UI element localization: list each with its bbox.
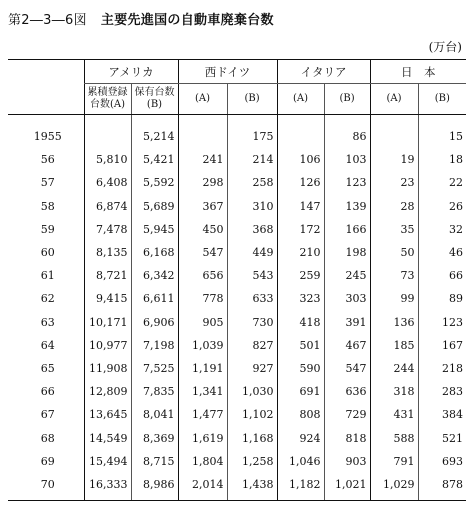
usa-b-cell: 6,342: [131, 264, 178, 287]
it-b-cell: 547: [324, 357, 370, 380]
year-cell: 64: [40, 338, 55, 352]
table-row: [8, 403, 466, 426]
it-a-cell: 1,182: [277, 473, 324, 501]
table-row: [8, 450, 466, 473]
it-b-cell: 467: [324, 334, 370, 357]
it-a-cell: 106: [277, 148, 324, 171]
jp-b-cell: 878: [418, 473, 466, 501]
figure-title-text: 主要先進国の自動車廃棄台数: [100, 13, 274, 28]
year-cell: 56: [40, 153, 55, 167]
table-row: [8, 357, 466, 380]
it-b-cell: 86: [324, 115, 370, 149]
usa-a-cell: 13,645: [84, 403, 131, 426]
it-b-cell: 636: [324, 380, 370, 403]
jp-a-cell: 1,029: [370, 473, 418, 501]
de-b-cell: 310: [227, 195, 277, 218]
year-cell: 68: [40, 431, 55, 445]
year-cell: 62: [40, 292, 55, 306]
jp-b-cell: 22: [418, 171, 466, 194]
usa-b-cell: 8,715: [131, 450, 178, 473]
figure-number: 第2―3―6図: [8, 13, 87, 28]
usa-b-cell: 5,214: [131, 115, 178, 149]
year-cell: 60: [40, 246, 55, 260]
de-b-cell: 1,438: [227, 473, 277, 501]
jp-b-cell: 18: [418, 148, 466, 171]
usa-a-cell: 14,549: [84, 426, 131, 449]
usa-a-cell: 16,333: [84, 473, 131, 501]
country-italy: イタリア: [277, 60, 370, 84]
de-b-cell: 368: [227, 218, 277, 241]
year-cell: 70: [8, 473, 84, 501]
it-a-cell: 172: [277, 218, 324, 241]
usa-a-cell: 12,809: [84, 380, 131, 403]
jp-a-cell: 431: [370, 403, 418, 426]
de-a-cell: 1,039: [178, 334, 227, 357]
jp-b-cell: 693: [418, 450, 466, 473]
jp-a-cell: 99: [370, 287, 418, 310]
table-body: [8, 115, 466, 501]
it-b-header: (B): [324, 84, 370, 115]
it-a-cell: 924: [277, 426, 324, 449]
year-cell: 66: [40, 385, 55, 399]
usa-b-cell: 8,986: [131, 473, 178, 501]
jp-b-header: (B): [418, 84, 466, 115]
usa-b-cell: 6,168: [131, 241, 178, 264]
year-cell: 65: [40, 361, 55, 375]
table-row: [8, 218, 466, 241]
jp-b-cell: 167: [418, 334, 466, 357]
figure-title: [8, 9, 274, 28]
usa-b-cell: 5,689: [131, 195, 178, 218]
it-b-cell: 166: [324, 218, 370, 241]
it-a-cell: 210: [277, 241, 324, 264]
usa-b-cell: 7,198: [131, 334, 178, 357]
country-west-germany: 西ドイツ: [178, 60, 277, 84]
jp-b-cell: 26: [418, 195, 466, 218]
table-row: [8, 148, 466, 171]
usa-b-header: 保有台数(B): [131, 84, 178, 115]
year-cell: 59: [40, 222, 55, 236]
usa-a-cell: 7,478: [84, 218, 131, 241]
jp-b-cell: 46: [418, 241, 466, 264]
de-b-cell: 1,102: [227, 403, 277, 426]
country-header-row: [8, 60, 466, 84]
unit-label: (万台): [428, 40, 462, 54]
de-a-cell: 1,619: [178, 426, 227, 449]
usa-a-cell: 10,977: [84, 334, 131, 357]
it-a-cell: 691: [277, 380, 324, 403]
de-b-cell: 543: [227, 264, 277, 287]
de-a-cell: 778: [178, 287, 227, 310]
usa-a-cell: 9,415: [84, 287, 131, 310]
de-a-cell: 1,477: [178, 403, 227, 426]
it-a-cell: 126: [277, 171, 324, 194]
it-a-cell: 147: [277, 195, 324, 218]
jp-a-cell: 318: [370, 380, 418, 403]
usa-a-cell: [84, 115, 131, 149]
usa-a-cell: 8,135: [84, 241, 131, 264]
it-b-cell: 123: [324, 171, 370, 194]
de-b-cell: 827: [227, 334, 277, 357]
it-a-cell: 418: [277, 311, 324, 334]
jp-a-cell: 28: [370, 195, 418, 218]
usa-b-cell: 5,592: [131, 171, 178, 194]
it-a-cell: 808: [277, 403, 324, 426]
it-a-cell: 501: [277, 334, 324, 357]
it-b-cell: 303: [324, 287, 370, 310]
jp-a-cell: 185: [370, 334, 418, 357]
usa-b-cell: 7,835: [131, 380, 178, 403]
de-b-header: (B): [227, 84, 277, 115]
usa-b-cell: 6,611: [131, 287, 178, 310]
usa-a-cell: 5,810: [84, 148, 131, 171]
it-b-cell: 1,021: [324, 473, 370, 501]
it-a-cell: 1,046: [277, 450, 324, 473]
jp-b-cell: 123: [418, 311, 466, 334]
year-cell: 67: [40, 408, 55, 422]
it-b-cell: 729: [324, 403, 370, 426]
usa-a-cell: 6,874: [84, 195, 131, 218]
usa-a-cell: 11,908: [84, 357, 131, 380]
table-row: [8, 241, 466, 264]
usa-b-cell: 5,421: [131, 148, 178, 171]
jp-b-cell: 218: [418, 357, 466, 380]
jp-a-cell: 35: [370, 218, 418, 241]
it-a-cell: 323: [277, 287, 324, 310]
year-cell: 57: [40, 176, 55, 190]
jp-b-cell: 521: [418, 426, 466, 449]
jp-a-cell: 791: [370, 450, 418, 473]
de-a-cell: 905: [178, 311, 227, 334]
de-b-cell: 730: [227, 311, 277, 334]
usa-a-cell: 10,171: [84, 311, 131, 334]
it-b-cell: 198: [324, 241, 370, 264]
it-b-cell: 818: [324, 426, 370, 449]
jp-a-cell: 73: [370, 264, 418, 287]
table-row: [8, 426, 466, 449]
table-row: [8, 473, 466, 501]
jp-a-cell: 23: [370, 171, 418, 194]
jp-b-cell: 32: [418, 218, 466, 241]
de-a-cell: 450: [178, 218, 227, 241]
de-b-cell: 258: [227, 171, 277, 194]
jp-b-cell: 66: [418, 264, 466, 287]
data-table: [8, 59, 466, 501]
de-b-cell: 1,258: [227, 450, 277, 473]
table-row: [8, 334, 466, 357]
usa-a-header: 累積登録台数(A): [84, 84, 131, 115]
it-b-cell: 903: [324, 450, 370, 473]
it-a-cell: 259: [277, 264, 324, 287]
de-a-cell: 656: [178, 264, 227, 287]
usa-a-cell: 8,721: [84, 264, 131, 287]
de-a-cell: 241: [178, 148, 227, 171]
it-a-header: (A): [277, 84, 324, 115]
usa-b-cell: 5,945: [131, 218, 178, 241]
jp-b-cell: 15: [418, 115, 466, 149]
jp-a-cell: 588: [370, 426, 418, 449]
year-cell: 69: [40, 454, 55, 468]
year-cell: 63: [40, 315, 55, 329]
de-a-cell: 298: [178, 171, 227, 194]
year-cell: 61: [40, 269, 55, 283]
de-b-cell: 214: [227, 148, 277, 171]
jp-a-cell: 136: [370, 311, 418, 334]
it-a-cell: [277, 115, 324, 149]
de-b-cell: 449: [227, 241, 277, 264]
de-a-cell: 367: [178, 195, 227, 218]
it-b-cell: 103: [324, 148, 370, 171]
year-cell: 58: [40, 199, 55, 213]
usa-b-cell: 6,906: [131, 311, 178, 334]
country-japan: 日 本: [370, 60, 466, 84]
usa-b-cell: 7,525: [131, 357, 178, 380]
it-b-cell: 139: [324, 195, 370, 218]
it-b-cell: 391: [324, 311, 370, 334]
table-row: [8, 171, 466, 194]
jp-a-cell: 50: [370, 241, 418, 264]
de-b-cell: 1,168: [227, 426, 277, 449]
table-row: [8, 380, 466, 403]
de-a-cell: 1,341: [178, 380, 227, 403]
jp-a-cell: [370, 115, 418, 149]
usa-b-cell: 8,369: [131, 426, 178, 449]
jp-b-cell: 89: [418, 287, 466, 310]
de-a-cell: 1,804: [178, 450, 227, 473]
usa-b-cell: 8,041: [131, 403, 178, 426]
year-cell: 1955: [33, 130, 62, 144]
year-header: [8, 60, 84, 115]
jp-a-cell: 19: [370, 148, 418, 171]
table-row: [8, 115, 466, 149]
jp-b-cell: 384: [418, 403, 466, 426]
de-b-cell: 1,030: [227, 380, 277, 403]
jp-a-cell: 244: [370, 357, 418, 380]
table-row: [8, 311, 466, 334]
it-b-cell: 245: [324, 264, 370, 287]
de-b-cell: 927: [227, 357, 277, 380]
country-usa: アメリカ: [84, 60, 178, 84]
de-a-cell: 547: [178, 241, 227, 264]
jp-a-header: (A): [370, 84, 418, 115]
de-a-cell: [178, 115, 227, 149]
table-row: [8, 264, 466, 287]
de-a-cell: 2,014: [178, 473, 227, 501]
table-row: [8, 287, 466, 310]
it-a-cell: 590: [277, 357, 324, 380]
de-a-cell: 1,191: [178, 357, 227, 380]
table-row: [8, 195, 466, 218]
de-a-header: (A): [178, 84, 227, 115]
usa-a-cell: 15,494: [84, 450, 131, 473]
jp-b-cell: 283: [418, 380, 466, 403]
de-b-cell: 633: [227, 287, 277, 310]
de-b-cell: 175: [227, 115, 277, 149]
usa-a-cell: 6,408: [84, 171, 131, 194]
